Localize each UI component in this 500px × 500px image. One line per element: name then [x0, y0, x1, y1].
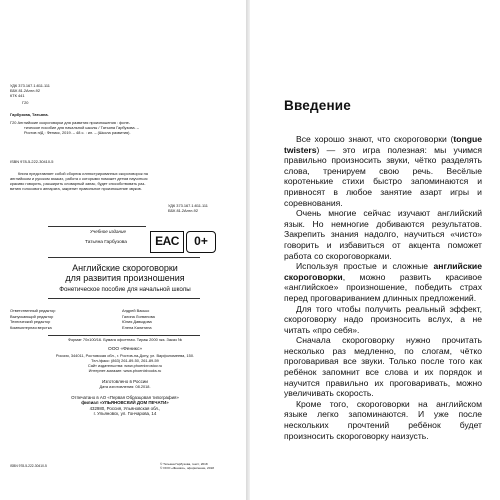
annotation-line: Книга представляет собой сборник иллюстрированных скороговорок на	[18, 171, 148, 176]
bbk-code-top: ББК 81.2Англ-92	[10, 88, 40, 93]
credit-name: Елена Калитина	[122, 324, 152, 330]
annotation-line: витию голосового аппарата, закрепит правильное произношение звуков.	[10, 185, 142, 191]
paragraph: Все хорошо знают, что скороговорки (tongue twisters) — это игра полезная: мы учимся правильно произносить звуки, чётко разделять слова, тренируем свою речь. Весёлые коротенькие стихи быстро запоминаются и привносят в любое занятие азарт игры и соревнования.	[284, 134, 482, 208]
annotation	[10, 172, 240, 192]
bib-record-line: Ростов н/Д : Феникс, 2019. – 48 с. : ил. – (Школа развития).	[24, 129, 131, 135]
copyright-line: © ООО «Феникс», оформление, 2018	[160, 466, 214, 470]
copyright-line: © Татьяна Гарбузова, текст, 2018	[160, 462, 208, 466]
printing-house-line: Отпечатано в АО «Первая Образцовая типография»	[71, 395, 179, 400]
divider	[48, 335, 200, 336]
divider	[48, 298, 200, 299]
paragraph: Используя простые и сложные английские скороговорки, можно развить красивое «английское» произношение, победить страх перед проговариванием длинных предложений.	[284, 261, 482, 303]
divider	[48, 257, 200, 258]
credit-role: Выпускающий редактор	[10, 313, 54, 319]
introduction-page	[250, 0, 500, 500]
publisher-address: Россия, 344011, Ростовская обл., г. Ростов-на-Дону, ул. Варфоломеева, 150.	[55, 353, 195, 358]
page-title: Введение	[284, 98, 352, 113]
credit-name: Галина Логвинова	[122, 313, 155, 319]
credit-role: Компьютерная верстка	[10, 324, 52, 330]
udk-code-top: УДК 373.167.1:811.111	[10, 83, 50, 88]
isbn-bottom: ISBN 978-5-222-30410-5	[10, 464, 47, 468]
printing-house-line: 432980, Россия, Ульяновская обл.,	[89, 405, 161, 411]
bib-record-line: Г20 Английские скороговорки для развития произношения : фоне-	[10, 120, 131, 125]
book-subtitle: Фонетическое пособие для начальной школы	[59, 286, 191, 293]
printing-house-line: филиал «УЛЬЯНОВСКИЙ ДОМ ПЕЧАТИ»	[81, 400, 169, 406]
annotation-line: красиво говорить, расширить словарный запас, будет способствовать раз-	[10, 180, 146, 186]
udk-code-mid: УДК 373.167.1:811.111	[168, 203, 208, 208]
imprint-page	[0, 0, 246, 500]
printing-house-line: г. Ульяновск, ул. Гончарова, 14	[93, 411, 157, 417]
ktk-code: КТК 441	[10, 93, 25, 98]
made-date: Дата изготовления: 08.2018.	[99, 384, 151, 389]
paragraph: Очень многие сейчас изучают английский язык. Но немногие добиваются результатов. Закрепить знания надолго, научиться «чисто» говорить и избавиться от акцента поможет работа со скороговорками.	[284, 208, 482, 261]
printing-house	[10, 395, 240, 417]
bib-record	[10, 121, 240, 136]
bbk-code-mid: ББК 81.2Англ-92	[168, 208, 198, 213]
author-sign: Г20	[22, 100, 29, 105]
made-in: Изготовлено в России	[102, 379, 148, 384]
book-title-line: Английские скороговорки	[72, 263, 178, 273]
credit-name: Юлия Давыдова	[122, 319, 152, 325]
bib-record-line: тическое пособие для начальной школы / Татьяна Гарбузова. –	[24, 124, 139, 130]
author-name: Татьяна Гарбузова	[85, 240, 127, 245]
eac-mark: EAC	[150, 231, 184, 253]
credit-role: Ответственный редактор	[10, 308, 56, 313]
publisher-shop: Интернет-магазин: www.phoenixbooks.ru	[88, 368, 162, 373]
author-reference: Гарбузова, Татьяна.	[10, 112, 49, 117]
isbn-top: ISBN 978-5-222-30410-5	[10, 159, 54, 164]
credits-list	[10, 309, 240, 331]
age-rating-mark: 0+	[186, 231, 216, 253]
book-title-line: для развития произношения	[65, 273, 185, 283]
publisher-phone: Тел./факс: (863) 261-89-50, 261-89-59	[91, 358, 159, 363]
introduction-text	[284, 134, 482, 441]
divider	[48, 226, 146, 227]
print-format: Формат 70х100/16. Бумага офсетная. Тираж 2000 экз. Заказ №	[68, 337, 182, 342]
publisher-site: Сайт издательства: www.phoenixrostov.ru	[87, 363, 163, 368]
publisher-name: ООО «Феникс»	[107, 347, 143, 352]
annotation-line: английском и русском языках, работа с которыми поможет детям научиться	[10, 175, 148, 181]
book-title	[30, 263, 220, 283]
paragraph: Сначала скороговорку нужно прочитать несколько раз медленно, по слогам, чётко проговаривая все звуки. Только после того как ребёнок запомнит все слова и их порядок и научится правильно их проговаривать, можно увеличивать скорость.	[284, 335, 482, 399]
credit-row	[10, 326, 240, 332]
credit-role: Технический редактор	[10, 319, 51, 325]
credit-name: Андрей Васько	[122, 308, 150, 313]
paragraph: Кроме того, скороговорки на английском языке легко запоминаются. И уже после нескольких прочтений ребёнок будет произносить скороговорку наизусть.	[284, 398, 482, 441]
edition-type: Учебное издание	[90, 229, 126, 234]
paragraph: Для того чтобы получить реальный эффект, скороговорку надо произносить вслух, а не читать «про себя».	[284, 303, 482, 335]
copyright-block	[160, 462, 214, 470]
